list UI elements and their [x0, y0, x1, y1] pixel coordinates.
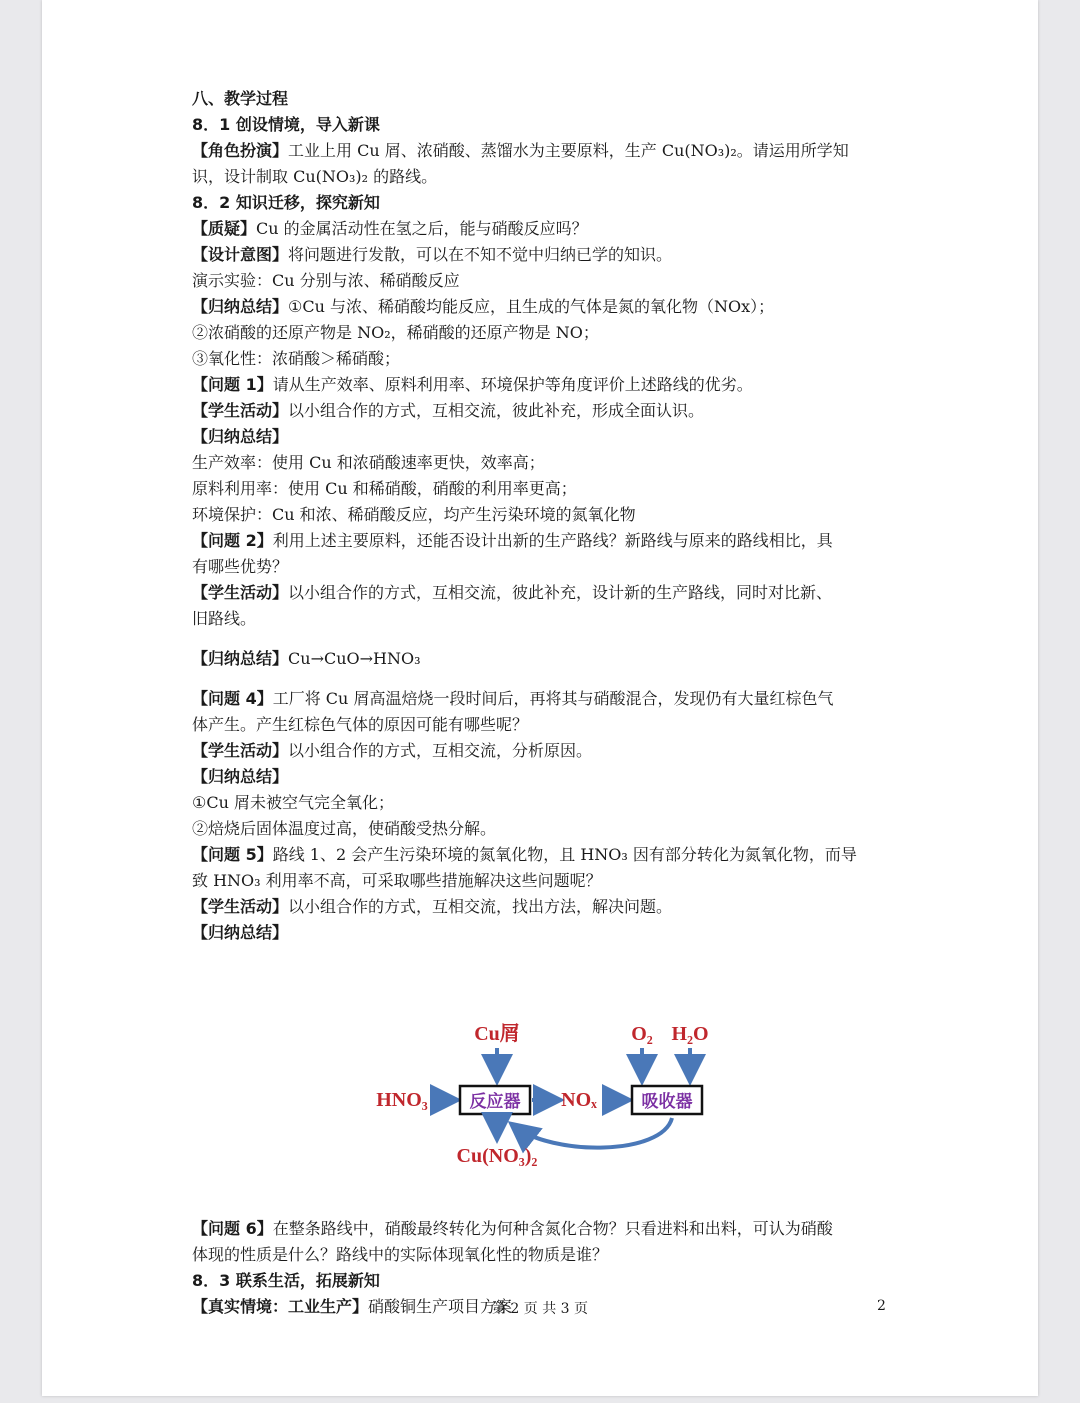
summary1-label: 【归纳总结】 [192, 297, 289, 316]
role-play-text: 工业上用 Cu 屑、浓硝酸、蒸馏水为主要原料，生产 Cu(NO₃)₂。请运用所学知 [288, 141, 849, 160]
activity2-text: 以小组合作的方式，互相交流，彼此补充，设计新的生产路线，同时对比新、 [288, 583, 833, 602]
reason2-line: ②焙烧后固体温度过高，使硝酸受热分解。 [192, 819, 497, 838]
subsection-8-2: 8．2 知识迁移，探究新知 [192, 193, 380, 212]
activity4-text: 以小组合作的方式，互相交流，分析原因。 [288, 741, 593, 760]
real-situation-label: 【真实情境：工业生产】 [192, 1297, 369, 1316]
doubt-para [192, 216, 892, 242]
activity5-text: 以小组合作的方式，互相交流，找出方法，解决问题。 [288, 897, 673, 916]
question2-para [192, 528, 892, 554]
spacer [192, 672, 892, 686]
summary5-label: 【归纳总结】 [192, 923, 289, 942]
question5-para [192, 842, 892, 868]
question2-text: 利用上述主要原料，还能否设计出新的生产路线？新路线与原来的路线相比，具 [272, 531, 833, 550]
question4-cont: 体产生。产生红棕色气体的原因可能有哪些呢？ [192, 715, 529, 734]
reactor-label: 反应器 [469, 1092, 521, 1112]
role-play-cont: 识，设计制取 Cu(NO₃)₂ 的路线。 [192, 167, 438, 186]
summary4-label: 【归纳总结】 [192, 767, 289, 786]
spacer [192, 632, 892, 646]
summary1-line2: ②浓硝酸的还原产物是 NO₂，稀硝酸的还原产物是 NO； [192, 323, 599, 342]
question1-label: 【问题 1】 [192, 375, 273, 394]
activity1-text: 以小组合作的方式，互相交流，彼此补充，形成全面认识。 [288, 401, 705, 420]
design-para [192, 242, 892, 268]
section-heading: 八、教学过程 [192, 89, 289, 108]
product-label: Cu(NO₃)₂ [456, 1145, 538, 1167]
activity2-cont: 旧路线。 [192, 609, 257, 628]
question5-label: 【问题 5】 [192, 845, 273, 864]
cu-scrap-label: Cu屑 [474, 1023, 520, 1045]
question2-label: 【问题 2】 [192, 531, 273, 550]
o2-label: O₂ [631, 1023, 653, 1045]
activity1-label: 【学生活动】 [192, 401, 289, 420]
hno3-label: HNO₃ [376, 1089, 428, 1111]
process-flow-svg [192, 986, 892, 1216]
efficiency-line: 生产效率：使用 Cu 和浓硝酸速率更快，效率高； [192, 453, 545, 472]
process-flow-diagram [192, 986, 892, 1216]
summary1-para [192, 294, 892, 320]
activity2-para [192, 580, 892, 606]
doubt-label: 【质疑】 [192, 219, 257, 238]
question5-text: 路线 1、2 会产生污染环境的氮氧化物，且 HNO₃ 因有部分转化为氮氧化物，而导 [272, 845, 857, 864]
activity1-para [192, 398, 892, 424]
page-number: 2 [877, 1298, 886, 1314]
summary3-text: Cu→CuO→HNO₃ [288, 649, 421, 668]
doubt-text: Cu 的金属活动性在氢之后，能与硝酸反应吗？ [256, 219, 588, 238]
summary2-label: 【归纳总结】 [192, 427, 289, 446]
summary3-label: 【归纳总结】 [192, 649, 289, 668]
question2-cont: 有哪些优势？ [192, 557, 289, 576]
activity4-para [192, 738, 892, 764]
document-page [42, 0, 1038, 1396]
demo-line: 演示实验：Cu 分别与浓、稀硝酸反应 [192, 271, 460, 290]
real-situation-text: 硝酸铜生产项目方案 [368, 1297, 513, 1316]
question6-para [192, 1216, 892, 1242]
page-footer-info: 第 2 页 共 3 页 [491, 1301, 589, 1317]
question4-para [192, 686, 892, 712]
nox-label: NOₓ [561, 1089, 597, 1111]
question6-cont: 体现的性质是什么？路线中的实际体现氧化性的物质是谁？ [192, 1245, 609, 1264]
document-content [192, 86, 892, 1320]
activity5-para [192, 894, 892, 920]
question6-label: 【问题 6】 [192, 1219, 273, 1238]
design-label: 【设计意图】 [192, 245, 289, 264]
question5-cont: 致 HNO₃ 利用率不高，可采取哪些措施解决这些问题呢？ [192, 871, 602, 890]
summary3-para [192, 646, 892, 672]
absorber-label: 吸收器 [641, 1092, 693, 1112]
environment-line: 环境保护：Cu 和浓、稀硝酸反应，均产生污染环境的氮氧化物 [192, 505, 636, 524]
subsection-8-1: 8．1 创设情境，导入新课 [192, 115, 380, 134]
summary1-line3: ③氧化性：浓硝酸＞稀硝酸； [192, 349, 401, 368]
question1-text: 请从生产效率、原料利用率、环境保护等角度评价上述路线的优劣。 [272, 375, 753, 394]
question4-text: 工厂将 Cu 屑高温焙烧一段时间后，再将其与硝酸混合，发现仍有大量红棕色气 [272, 689, 834, 708]
reason1-line: ①Cu 屑未被空气完全氧化； [192, 793, 394, 812]
question6-text: 在整条路线中，硝酸最终转化为何种含氮化合物？只看进料和出料，可认为硝酸 [272, 1219, 833, 1238]
activity4-label: 【学生活动】 [192, 741, 289, 760]
recycle-arrow [514, 1118, 672, 1148]
activity5-label: 【学生活动】 [192, 897, 289, 916]
question4-label: 【问题 4】 [192, 689, 273, 708]
activity2-label: 【学生活动】 [192, 583, 289, 602]
design-text: 将问题进行发散，可以在不知不觉中归纳已学的知识。 [288, 245, 673, 264]
role-play-para [192, 138, 892, 164]
h2o-label: H₂O [671, 1023, 709, 1045]
subsection-8-3: 8．3 联系生活，拓展新知 [192, 1271, 380, 1290]
summary1-text: ①Cu 与浓、稀硝酸均能反应，且生成的气体是氮的氧化物（NOx）； [288, 297, 775, 316]
role-play-label: 【角色扮演】 [192, 141, 289, 160]
utilization-line: 原料利用率：使用 Cu 和稀硝酸，硝酸的利用率更高； [192, 479, 577, 498]
question1-para [192, 372, 892, 398]
